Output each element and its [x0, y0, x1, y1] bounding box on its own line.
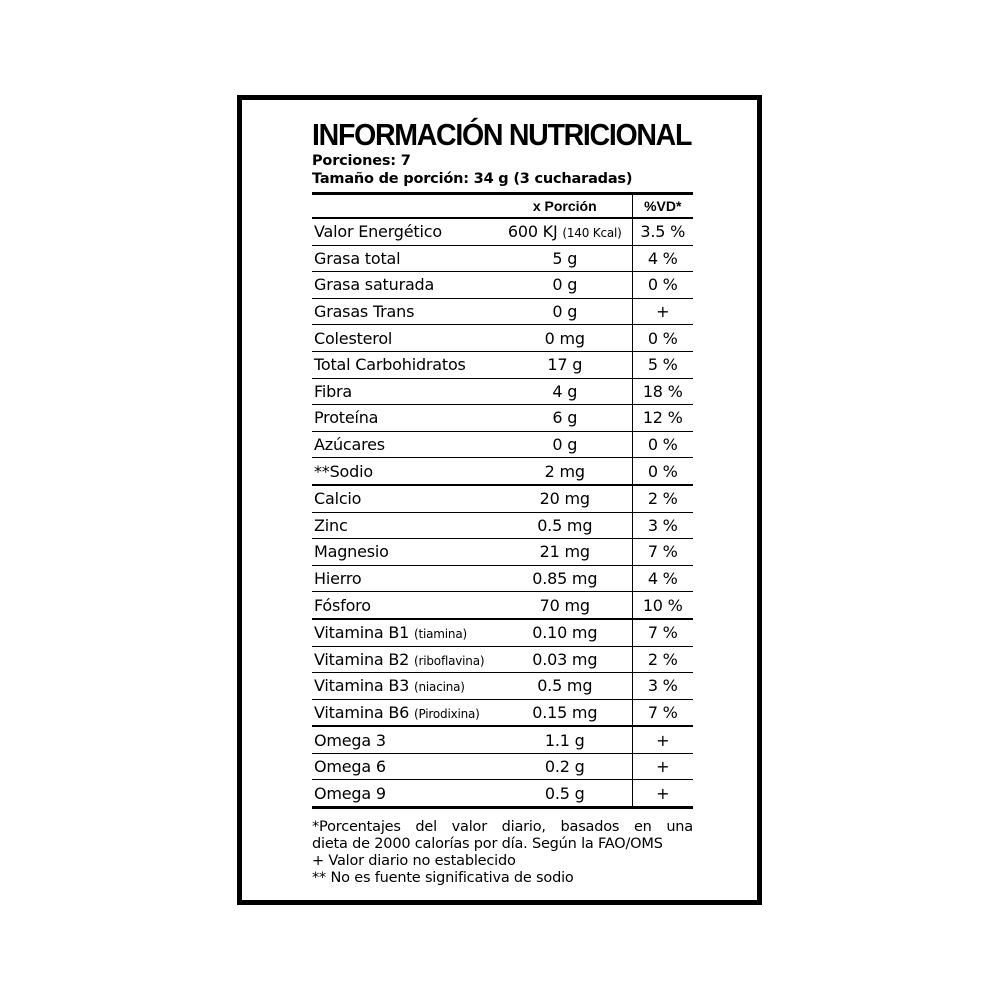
table-row: [312, 753, 693, 780]
daily-value-percent: +: [632, 726, 693, 753]
amount-column-header: x Porción: [498, 195, 632, 218]
amount-per-serving: [498, 351, 632, 378]
nutrient-name-text: Vitamina B1: [314, 623, 410, 643]
nutrient-name: [312, 351, 498, 378]
nutrient-name-text: Vitamina B6: [314, 702, 410, 722]
nutrient-column-header: [312, 195, 498, 218]
table-row: [312, 565, 693, 592]
nutrient-name-note: (niacina): [414, 680, 465, 695]
nutrient-name-text: **Sodio: [314, 461, 373, 481]
nutrient-name: [312, 780, 498, 808]
dv-column-header: %VD*: [632, 195, 693, 218]
amount-per-serving: [498, 298, 632, 325]
nutrient-name-text: Grasa saturada: [314, 275, 435, 295]
amount-text: 0.2 g: [544, 757, 585, 777]
amount-per-serving: [498, 753, 632, 780]
nutrient-name-note: (tiamina): [414, 627, 467, 642]
amount-text: 0.10 mg: [532, 623, 598, 643]
nutrient-name: [312, 272, 498, 299]
amount-per-serving: [498, 245, 632, 272]
nutrient-name: [312, 726, 498, 753]
daily-value-percent: +: [632, 780, 693, 808]
table-row: [312, 699, 693, 726]
nutrient-name-text: Zinc: [314, 515, 348, 535]
nutrient-name: [312, 325, 498, 352]
daily-value-percent: +: [632, 298, 693, 325]
nutrient-name: [312, 565, 498, 592]
amount-text: 1.1 g: [544, 730, 585, 750]
amount-per-serving: [498, 272, 632, 299]
daily-value-percent: 2 %: [632, 485, 693, 512]
nutrient-name-text: Vitamina B2: [314, 649, 410, 669]
nutrient-name-text: Calcio: [314, 489, 362, 509]
amount-per-serving: [498, 325, 632, 352]
amount-per-serving: [498, 458, 632, 485]
nutrient-name: [312, 298, 498, 325]
daily-value-percent: 3.5 %: [632, 218, 693, 245]
table-row: [312, 325, 693, 352]
daily-value-percent: 3 %: [632, 673, 693, 700]
amount-text: 17 g: [547, 355, 583, 375]
footnote-line: dieta de 2000 calorías por día. Según la FAO/OMS: [312, 836, 663, 853]
footnote-line: ** No es fuente significativa de sodio: [312, 870, 574, 887]
nutrient-name-text: Valor Energético: [314, 222, 442, 242]
nutrient-name: [312, 405, 498, 432]
nutrient-name-text: Grasas Trans: [314, 302, 415, 322]
nutrition-facts-panel: [312, 118, 693, 887]
nutrient-name: [312, 592, 498, 619]
amount-text: 5 g: [552, 248, 578, 268]
nutrient-name-text: Proteína: [314, 408, 379, 428]
nutrient-name-text: Fósforo: [314, 595, 371, 615]
nutrient-name-text: Azúcares: [314, 435, 385, 455]
table-row: [312, 378, 693, 405]
daily-value-percent: 18 %: [632, 378, 693, 405]
daily-value-percent: 0 %: [632, 272, 693, 299]
amount-text: 600 KJ: [507, 222, 558, 242]
daily-value-percent: 7 %: [632, 619, 693, 646]
amount-per-serving: [498, 218, 632, 245]
table-row: [312, 351, 693, 378]
footnote-line: *Porcentajes del valor diario, basados en una: [312, 819, 693, 836]
amount-per-serving: [498, 485, 632, 512]
nutrient-name-text: Omega 3: [314, 730, 386, 750]
table-row: [312, 458, 693, 485]
nutrient-name-text: Hierro: [314, 569, 362, 589]
amount-per-serving: [498, 539, 632, 566]
amount-text: 0.15 mg: [532, 702, 598, 722]
amount-text: 0 mg: [544, 328, 585, 348]
nutrient-name-text: Total Carbohidratos: [314, 355, 466, 375]
daily-value-percent: 4 %: [632, 245, 693, 272]
nutrient-name: [312, 619, 498, 646]
nutrient-name-text: Colesterol: [314, 328, 393, 348]
table-row: [312, 512, 693, 539]
table-row: [312, 673, 693, 700]
nutrient-name: [312, 458, 498, 485]
table-row: [312, 218, 693, 245]
amount-text: 0.85 mg: [532, 569, 598, 589]
amount-note: (140 Kcal): [562, 226, 622, 241]
daily-value-percent: 0 %: [632, 431, 693, 458]
nutrient-name: [312, 512, 498, 539]
amount-text: 0 g: [552, 435, 578, 455]
table-row: [312, 405, 693, 432]
table-row: [312, 298, 693, 325]
amount-per-serving: [498, 565, 632, 592]
table-row: [312, 619, 693, 646]
daily-value-percent: 7 %: [632, 699, 693, 726]
nutrient-name: [312, 245, 498, 272]
amount-text: 21 mg: [539, 542, 590, 562]
amount-per-serving: [498, 378, 632, 405]
amount-text: 4 g: [552, 381, 578, 401]
amount-text: 0.5 mg: [537, 676, 593, 696]
amount-per-serving: [498, 619, 632, 646]
nutrient-name-text: Fibra: [314, 381, 353, 401]
amount-per-serving: [498, 405, 632, 432]
footnotes: [312, 819, 693, 887]
table-row: [312, 272, 693, 299]
daily-value-percent: +: [632, 753, 693, 780]
table-row: [312, 646, 693, 673]
table-row: [312, 485, 693, 512]
footnote-line: + Valor diario no establecido: [312, 853, 516, 870]
servings-line: Porciones: 7: [312, 153, 411, 169]
table-row: [312, 245, 693, 272]
daily-value-percent: 10 %: [632, 592, 693, 619]
amount-per-serving: [498, 699, 632, 726]
daily-value-percent: 2 %: [632, 646, 693, 673]
amount-text: 0.5 mg: [537, 515, 593, 535]
amount-text: 0.5 g: [544, 783, 585, 803]
nutrient-name-text: Vitamina B3: [314, 676, 410, 696]
label-title: INFORMACIÓN NUTRICIONAL: [312, 117, 692, 152]
table-row: [312, 592, 693, 619]
table-row: [312, 726, 693, 753]
table-row: [312, 539, 693, 566]
daily-value-percent: 12 %: [632, 405, 693, 432]
amount-text: 0.03 mg: [532, 649, 598, 669]
nutrient-name-text: Omega 6: [314, 757, 386, 777]
amount-per-serving: [498, 592, 632, 619]
serving-size-line: Tamaño de porción: 34 g (3 cucharadas): [312, 171, 633, 187]
nutrient-name-note: (riboflavina): [414, 653, 485, 668]
nutrient-name: [312, 378, 498, 405]
amount-per-serving: [498, 726, 632, 753]
daily-value-percent: 4 %: [632, 565, 693, 592]
daily-value-percent: 7 %: [632, 539, 693, 566]
nutrient-name: [312, 485, 498, 512]
amount-text: 70 mg: [539, 595, 590, 615]
nutrient-name: [312, 646, 498, 673]
daily-value-percent: 5 %: [632, 351, 693, 378]
amount-text: 6 g: [552, 408, 578, 428]
daily-value-percent: 3 %: [632, 512, 693, 539]
nutrient-name: [312, 753, 498, 780]
nutrient-name: [312, 699, 498, 726]
nutrient-name-text: Magnesio: [314, 542, 389, 562]
table-row: [312, 431, 693, 458]
nutrient-name: [312, 673, 498, 700]
amount-per-serving: [498, 512, 632, 539]
amount-text: 20 mg: [539, 489, 590, 509]
nutrition-table: [312, 195, 693, 809]
nutrient-name: [312, 431, 498, 458]
nutrient-name-text: Grasa total: [314, 248, 401, 268]
table-header-row: [312, 195, 693, 218]
amount-per-serving: [498, 673, 632, 700]
daily-value-percent: 0 %: [632, 458, 693, 485]
amount-per-serving: [498, 780, 632, 808]
amount-per-serving: [498, 431, 632, 458]
nutrient-name-note: (Pirodixina): [414, 706, 480, 721]
nutrient-name: [312, 539, 498, 566]
daily-value-percent: 0 %: [632, 325, 693, 352]
table-row: [312, 780, 693, 808]
nutrient-name: [312, 218, 498, 245]
nutrient-name-text: Omega 9: [314, 783, 386, 803]
amount-text: 2 mg: [544, 461, 585, 481]
amount-per-serving: [498, 646, 632, 673]
amount-text: 0 g: [552, 275, 578, 295]
amount-text: 0 g: [552, 302, 578, 322]
